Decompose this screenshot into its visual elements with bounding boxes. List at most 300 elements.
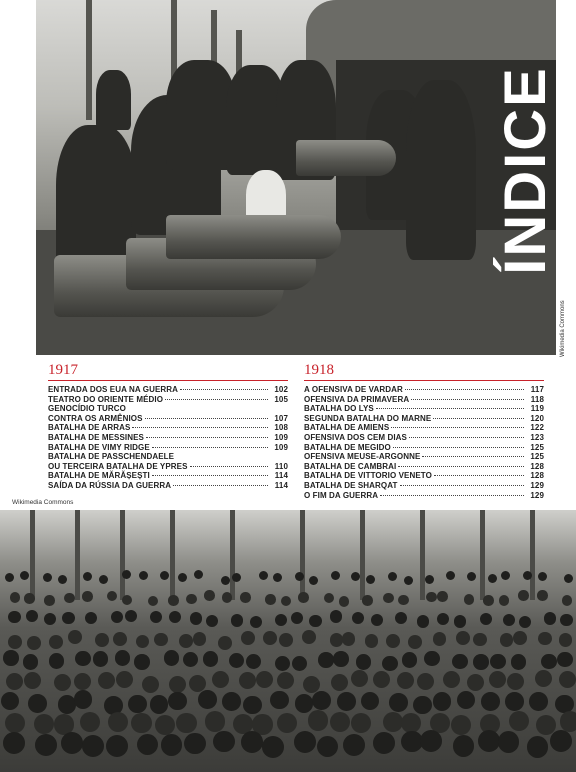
soldier-figure — [417, 673, 434, 690]
soldier-figure — [343, 734, 365, 756]
index-entry[interactable] — [304, 481, 544, 491]
entry-title: BATALHA DE ARRAS — [48, 423, 131, 433]
soldier-figure — [204, 590, 215, 601]
soldier-figure — [408, 635, 422, 649]
soldier-figure — [279, 633, 293, 647]
soldier-figure — [294, 731, 316, 753]
soldier-figure — [221, 576, 230, 585]
soldier-figure — [452, 654, 467, 669]
soldier-figure — [331, 674, 348, 691]
soldier-figure — [125, 610, 137, 622]
soldier-figure — [351, 572, 360, 581]
index-entry[interactable] — [304, 395, 544, 405]
entry-title: BATALHA DE VIMY RIDGE — [48, 442, 150, 452]
soldier-figure — [275, 614, 287, 626]
soldier-figure — [169, 676, 186, 693]
index-entry[interactable] — [304, 491, 544, 501]
soldier-figure — [190, 612, 202, 624]
soldier-figure — [443, 671, 460, 688]
dot-leader — [152, 447, 268, 448]
dot-leader — [433, 418, 524, 419]
tree-trunk — [480, 510, 485, 600]
soldier-figure — [342, 632, 356, 646]
soldier-figure — [206, 615, 218, 627]
index-entry[interactable] — [304, 423, 544, 433]
soldier-figure — [330, 712, 350, 732]
soldier-figure — [83, 572, 92, 581]
soldier-figure — [501, 571, 510, 580]
index-entry[interactable] — [304, 452, 544, 462]
soldier-figure — [425, 575, 434, 584]
top-photo-credit — [556, 300, 570, 360]
soldier-figure — [265, 594, 276, 605]
top-photo — [36, 0, 556, 355]
soldier-figure — [473, 654, 488, 669]
entry-page-number: 125 — [530, 452, 544, 462]
soldier-figure — [330, 610, 342, 622]
soldier-figure — [44, 613, 56, 625]
entry-title: OFENSIVA DA PRIMAVERA — [304, 394, 410, 404]
soldier-figure — [137, 734, 159, 756]
soldier-figure — [478, 730, 500, 752]
entry-page-number: 128 — [530, 461, 544, 471]
soldier-figure — [150, 695, 169, 714]
soldier-figure — [164, 650, 179, 665]
soldier-figure — [541, 654, 556, 669]
entry-title: BATALHA DE SHARQAT — [304, 480, 398, 490]
soldier-figure — [529, 692, 548, 711]
soldier-figure — [169, 611, 181, 623]
entry-page-number: 114 — [274, 471, 288, 481]
index-entry[interactable] — [304, 414, 544, 424]
soldier-figure — [161, 734, 183, 756]
dot-leader — [434, 475, 524, 476]
soldier-figure — [351, 713, 371, 733]
index-column-1918 — [304, 362, 544, 500]
tree-trunk — [75, 510, 80, 600]
dot-leader — [152, 475, 268, 476]
soldier-figure — [511, 654, 526, 669]
soldier-figure — [339, 596, 350, 607]
soldier-figure — [43, 573, 52, 582]
soldier-figure — [371, 614, 383, 626]
soldier-figure — [498, 731, 520, 753]
dot-leader — [173, 485, 268, 486]
soldier-figure — [454, 615, 466, 627]
soldier-figure — [500, 633, 514, 647]
soldier-figure — [116, 671, 133, 688]
soldier-figure — [467, 572, 476, 581]
soldier-figure — [303, 676, 320, 693]
soldier-figure — [148, 596, 159, 607]
soldier-figure — [490, 654, 505, 669]
index-entry[interactable] — [48, 385, 288, 395]
index-entry[interactable] — [48, 452, 288, 462]
entry-title: O FIM DA GUERRA — [304, 490, 379, 500]
soldier-figure — [302, 630, 316, 644]
soldier-figure — [218, 636, 232, 650]
soldier-figure — [519, 616, 531, 628]
soldier-figure — [351, 670, 368, 687]
soldier-figure — [273, 573, 282, 582]
soldier-figure — [176, 713, 196, 733]
soldier-figure — [74, 673, 91, 690]
soldier-figure — [550, 730, 572, 752]
entry-title: BATALHA DE CAMBRAI — [304, 461, 397, 471]
soldier-figure — [136, 635, 150, 649]
soldier-figure — [505, 692, 524, 711]
entry-page-number: 114 — [274, 480, 288, 490]
soldier-figure — [365, 634, 379, 648]
soldier-figure — [6, 673, 23, 690]
soldier-figure — [68, 630, 82, 644]
soldier-figure — [24, 593, 35, 604]
soldier-figure — [456, 631, 470, 645]
soldier-figure — [538, 632, 552, 646]
entry-title: OFENSIVA DOS CEM DIAS — [304, 432, 407, 442]
entry-title: BATALHA DO LYS — [304, 404, 374, 414]
index-entry[interactable] — [48, 395, 288, 405]
page-title — [490, 40, 560, 300]
soldier-figure — [111, 611, 123, 623]
dot-leader — [400, 485, 525, 486]
entry-page-number: 119 — [530, 404, 544, 414]
soldier-figure — [35, 734, 57, 756]
soldier-figure — [183, 652, 198, 667]
soldier-figure — [451, 715, 471, 735]
soldier-figure — [122, 570, 131, 579]
soldier-figure — [560, 711, 576, 731]
soldier-figure — [275, 656, 290, 671]
soldier-figure — [281, 596, 292, 607]
soldier-figure — [397, 672, 414, 689]
soldier-figure — [480, 613, 492, 625]
soldier-figure — [222, 592, 233, 603]
index-column-1917 — [48, 362, 288, 491]
tree-trunk — [230, 510, 235, 600]
page-title-text: ÍNDICE — [492, 65, 558, 275]
soldier-figure — [295, 694, 314, 713]
soldier-figure — [95, 633, 109, 647]
soldier-figure — [424, 651, 439, 666]
soldier-figure — [537, 590, 548, 601]
soldier-figure — [74, 690, 93, 709]
dot-leader — [393, 447, 524, 448]
soldier-figure — [160, 571, 169, 580]
tree-trunk — [170, 510, 175, 600]
soldier-figure — [295, 572, 304, 581]
soldier-figure — [453, 735, 475, 757]
entry-page-number: 128 — [530, 471, 544, 481]
dot-leader — [398, 466, 524, 467]
soldier-figure — [523, 571, 532, 580]
entry-page-number: 107 — [274, 413, 288, 423]
dot-leader — [391, 427, 524, 428]
index-entry[interactable] — [304, 404, 544, 414]
entry-title: BATALHA DE MĂRĂȘEȘTI — [48, 471, 150, 481]
soldier-figure — [499, 595, 510, 606]
entry-title: SAÍDA DA RÚSSIA DA GUERRA — [48, 480, 172, 490]
tree-trunk — [120, 510, 125, 600]
soldier-figure — [270, 691, 289, 710]
entry-page-number: 105 — [274, 394, 288, 404]
soldier-figure — [457, 691, 476, 710]
index-entry[interactable] — [48, 462, 288, 472]
dot-leader — [376, 408, 524, 409]
dot-leader — [422, 456, 524, 457]
soldier-figure — [404, 576, 413, 585]
soldier-figure — [241, 631, 255, 645]
soldier-figure — [312, 691, 331, 710]
entry-page-number: 125 — [530, 442, 544, 452]
tree-trunk — [30, 510, 35, 600]
entry-page-number: 109 — [274, 442, 288, 452]
soldier-figure — [352, 612, 364, 624]
soldier-figure — [467, 674, 484, 691]
soldier-figure — [61, 732, 83, 754]
soldier-figure — [246, 654, 261, 669]
soldier-figure — [395, 612, 407, 624]
soldier-figure — [437, 591, 448, 602]
entry-page-number: 129 — [530, 480, 544, 490]
soldier-figure — [373, 671, 390, 688]
soldier-figure — [62, 612, 74, 624]
index-entry[interactable] — [48, 414, 288, 424]
soldier-figure — [559, 633, 573, 647]
soldier-figure — [108, 712, 128, 732]
index-entry[interactable] — [304, 385, 544, 395]
soldier-figure — [366, 575, 375, 584]
soldier-figure — [23, 654, 38, 669]
soldier-figure — [243, 696, 262, 715]
entry-list — [304, 385, 544, 500]
soldier-figure — [507, 673, 524, 690]
soldier-figure — [509, 711, 529, 731]
soldier-figure — [85, 612, 97, 624]
tree-trunk — [360, 510, 365, 600]
soldier-figure — [82, 591, 93, 602]
soldier-figure — [292, 656, 307, 671]
soldier-figure — [535, 670, 552, 687]
soldier-figure — [318, 652, 333, 667]
index-entry[interactable] — [304, 433, 544, 443]
entry-title: BATALHA DE MEGIDO — [304, 442, 391, 452]
soldier-figure — [513, 631, 527, 645]
soldier-figure — [383, 593, 394, 604]
entry-page-number: 102 — [274, 385, 288, 394]
entry-page-number: 129 — [530, 490, 544, 500]
soldier-figure — [198, 690, 217, 709]
soldier-figure — [107, 591, 118, 602]
soldier-figure — [413, 696, 432, 715]
soldier-figure — [298, 592, 309, 603]
soldier-figure — [388, 572, 397, 581]
soldier-figure — [503, 614, 515, 626]
soldier-figure — [240, 592, 251, 603]
soldier-figure — [308, 710, 328, 730]
soldier-figure — [538, 572, 547, 581]
soldier-figure — [113, 632, 127, 646]
soldier-figure — [259, 571, 268, 580]
index-entry[interactable] — [304, 462, 544, 472]
soldier-figure — [544, 612, 556, 624]
soldier-figure — [564, 574, 573, 583]
soldier-figure — [518, 590, 529, 601]
soldier-figure — [446, 571, 455, 580]
soldier-figure — [232, 573, 241, 582]
top-photo-credit-text: Wikimedia Commons — [560, 300, 566, 357]
soldier-figure — [222, 692, 241, 711]
soldier-figure — [488, 574, 497, 583]
soldier-figure — [10, 592, 21, 603]
entry-title: TEATRO DO ORIENTE MÉDIO — [48, 394, 164, 404]
soldier-figure — [82, 735, 104, 757]
entry-page-number: 117 — [530, 385, 544, 394]
dot-leader — [409, 437, 524, 438]
index-entry[interactable] — [48, 404, 288, 414]
soldier-figure — [489, 671, 506, 688]
soldier-figure — [433, 692, 452, 711]
soldier-figure — [527, 736, 549, 758]
soldier-figure — [115, 650, 130, 665]
soldier-figure — [34, 714, 54, 734]
soldier-figure — [28, 694, 47, 713]
soldier-figure — [263, 631, 277, 645]
soldier-figure — [3, 732, 25, 754]
soldier-figure — [402, 652, 417, 667]
soldier-figure — [193, 632, 207, 646]
soldier-figure — [168, 692, 187, 711]
entry-page-number: 108 — [274, 423, 288, 433]
dot-leader — [405, 389, 524, 390]
soldier-figure — [168, 595, 179, 606]
entry-title: GENOCÍDIO TURCO — [48, 404, 126, 414]
entry-page-number: 123 — [530, 432, 544, 442]
entry-title: A OFENSIVA DE VARDAR — [304, 385, 403, 394]
soldier-figure — [178, 573, 187, 582]
soldier-figure — [256, 671, 273, 688]
soldier-figure — [437, 613, 449, 625]
soldier-figure — [154, 633, 168, 647]
soldier-figure — [179, 634, 193, 648]
soldier-figure — [389, 693, 408, 712]
soldier-figure — [398, 595, 409, 606]
index-entry[interactable] — [48, 471, 288, 481]
index-entry[interactable] — [48, 481, 288, 491]
soldier-figure — [362, 595, 373, 606]
year-heading: 1918 — [304, 362, 544, 381]
soldier-figure — [8, 611, 20, 623]
soldier-figure — [106, 735, 128, 757]
entry-page-number: 120 — [530, 413, 544, 423]
soldier-figure — [98, 672, 115, 689]
soldier-figure — [331, 571, 340, 580]
index-entry[interactable] — [304, 443, 544, 453]
soldier-figure — [5, 713, 25, 733]
soldier-figure — [277, 713, 297, 733]
soldier-figure — [194, 570, 203, 579]
tree-trunk — [530, 510, 535, 600]
soldier-figure — [333, 651, 348, 666]
entry-title: OFENSIVA MEUSE-ARGONNE — [304, 452, 421, 462]
soldier-figure — [559, 671, 576, 688]
soldier-figure — [481, 692, 500, 711]
soldier-figure — [239, 672, 256, 689]
soldier-figure — [155, 715, 175, 735]
dot-leader — [165, 399, 268, 400]
entry-page-number: 110 — [274, 461, 288, 471]
year-heading: 1917 — [48, 362, 288, 381]
soldier-figure — [1, 692, 20, 711]
dot-leader — [146, 437, 268, 438]
entry-page-number: 122 — [530, 423, 544, 433]
soldier-figure — [324, 593, 335, 604]
dot-leader — [380, 495, 524, 496]
soldier-figure — [420, 730, 442, 752]
soldier-figure — [262, 736, 284, 758]
soldier-figure — [26, 610, 38, 622]
entry-title: BATALHA DE AMIENS — [304, 423, 390, 433]
soldier-figure — [433, 632, 447, 646]
soldier-figure — [337, 692, 356, 711]
soldier-figure — [3, 650, 18, 665]
soldier-figure — [24, 672, 41, 689]
soldier-figure — [49, 635, 63, 649]
dot-leader — [411, 399, 524, 400]
soldier-figure — [203, 651, 218, 666]
entry-title: SEGUNDA BATALHA DO MARNE — [304, 413, 432, 423]
soldier-figure — [356, 654, 371, 669]
soldier-figure — [213, 731, 235, 753]
soldier-figure — [382, 656, 397, 671]
entry-list — [48, 385, 288, 491]
index-entry[interactable] — [304, 471, 544, 481]
entry-title: ENTRADA DOS EUA NA GUERRA — [48, 385, 179, 394]
entry-title: CONTRA OS ARMÊNIOS — [48, 413, 143, 423]
soldier-figure — [184, 733, 206, 755]
soldier-figure — [560, 614, 572, 626]
soldier-figure — [54, 674, 71, 691]
soldier-figure — [386, 634, 400, 648]
soldier-figure — [99, 575, 108, 584]
soldier-figure — [361, 692, 380, 711]
soldier-figure — [241, 731, 263, 753]
index-entry[interactable] — [48, 423, 288, 433]
entry-page-number: 118 — [530, 394, 544, 404]
soldier-figure — [44, 595, 55, 606]
index-entry[interactable] — [48, 433, 288, 443]
soldier-figure — [142, 676, 159, 693]
soldier-figure — [134, 654, 149, 669]
soldier-figure — [562, 595, 573, 606]
soldier-figure — [93, 651, 108, 666]
entry-page-number: 109 — [274, 432, 288, 442]
entry-title: BATALHA DE MESSINES — [48, 432, 144, 442]
soldier-figure — [464, 594, 475, 605]
dot-leader — [145, 418, 268, 419]
soldier-figure — [122, 595, 133, 606]
soldier-figure — [229, 653, 244, 668]
index-entry[interactable] — [48, 443, 288, 453]
soldier-figure — [205, 711, 225, 731]
bottom-photo — [0, 510, 576, 772]
soldier-figure — [5, 573, 14, 582]
soldier-figure — [417, 615, 429, 627]
tree-trunk — [420, 510, 425, 600]
soldier-figure — [557, 652, 572, 667]
soldier-figure — [128, 695, 147, 714]
dot-leader — [132, 427, 268, 428]
